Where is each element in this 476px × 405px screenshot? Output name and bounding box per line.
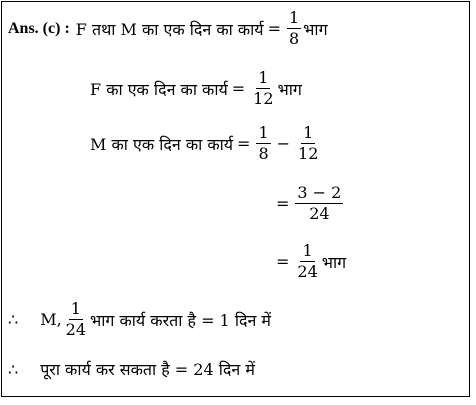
- unit-text: भाग: [277, 79, 302, 99]
- numerator: 1: [302, 241, 313, 260]
- fraction: [64, 301, 88, 338]
- denominator: 24: [309, 204, 330, 223]
- result-line: [272, 243, 346, 280]
- equals-sign: =: [276, 252, 290, 271]
- fraction: [295, 243, 319, 280]
- conclusion-text: पूरा कार्य कर सकता है = 24 दिन में: [40, 360, 255, 379]
- denominator: 12: [298, 144, 319, 163]
- numerator: 1: [288, 8, 300, 27]
- fraction-2: [296, 125, 320, 162]
- step-line: [272, 185, 345, 222]
- numerator: 3 − 2: [297, 183, 342, 202]
- f-work-text: F का एक दिन का कार्य: [90, 79, 228, 99]
- unit-text: भाग: [303, 19, 328, 39]
- denominator: 8: [258, 144, 269, 163]
- numerator: 1: [70, 299, 81, 318]
- combined-work-text: F तथा M का एक दिन का कार्य: [75, 19, 264, 39]
- statement-text: भाग कार्य करता है = 1 दिन में: [90, 310, 271, 330]
- numerator: 1: [258, 68, 269, 87]
- subject-label: M,: [40, 310, 62, 329]
- f-work-line: [90, 70, 302, 107]
- denominator: 24: [65, 320, 87, 339]
- equals-sign: =: [267, 19, 281, 38]
- equals-sign: =: [237, 134, 251, 153]
- minus-sign: −: [276, 134, 291, 153]
- therefore-symbol: ∴: [8, 310, 19, 329]
- answer-line: [8, 10, 328, 47]
- numerator: 1: [303, 123, 314, 142]
- equals-sign: =: [276, 194, 290, 213]
- therefore-line-1: [8, 301, 271, 338]
- denominator: 8: [288, 29, 300, 48]
- fraction: [251, 70, 275, 107]
- unit-text: भाग: [321, 252, 347, 272]
- fraction: [287, 10, 301, 47]
- answer-label: Ans. (c) :: [8, 19, 70, 37]
- therefore-line-2: [8, 358, 255, 380]
- denominator: 24: [297, 262, 318, 281]
- numerator: 1: [258, 123, 269, 142]
- m-work-line: [90, 125, 322, 162]
- fraction-1: [256, 125, 270, 162]
- fraction: [295, 185, 343, 222]
- equals-sign: =: [231, 79, 246, 98]
- denominator: 12: [253, 89, 274, 108]
- m-work-text: M का एक दिन का कार्य: [90, 134, 234, 154]
- therefore-symbol: ∴: [8, 359, 19, 379]
